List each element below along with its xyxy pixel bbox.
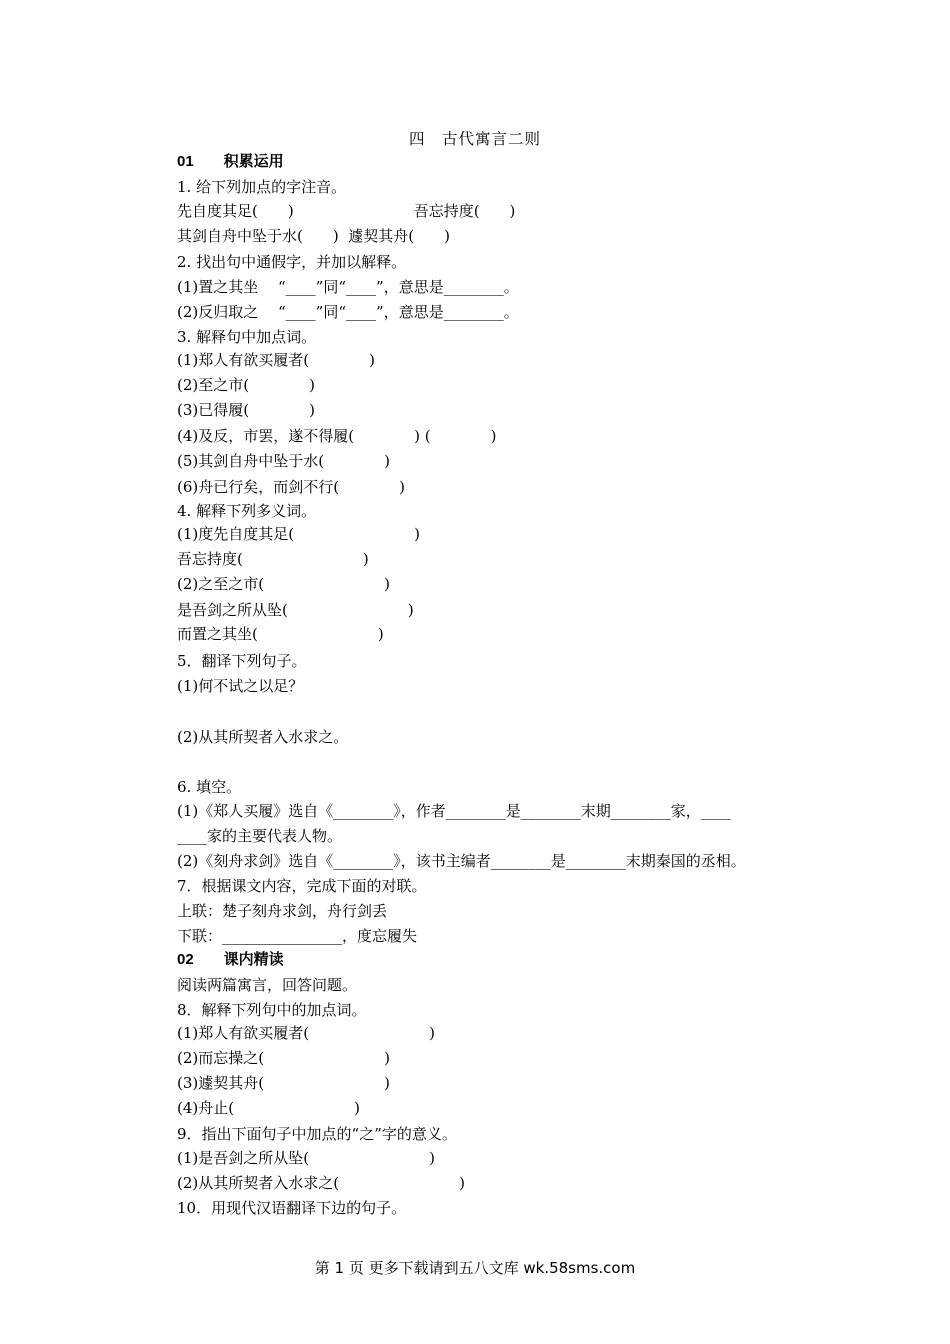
question-line: (2)之至之市( ) — [177, 575, 390, 593]
question-10: 10．用现代汉语翻译下边的句子。 — [177, 1199, 407, 1217]
question-line: (2)从其所契者入水求之( ) — [177, 1174, 465, 1192]
question-line: (1)是吾剑之所从坠( ) — [177, 1149, 435, 1167]
question-line: (3)已得履( ) — [177, 401, 315, 419]
question-line: (2)反归取之 “____”同“____”，意思是________。 — [177, 303, 519, 321]
question-line: (1)何不试之以足？ — [177, 677, 304, 695]
question-3: 3. 解释句中加点词。 — [177, 328, 317, 346]
question-line: (2)而忘操之( ) — [177, 1049, 390, 1067]
section-heading: 01 积累运用 — [177, 153, 284, 170]
question-line: 下联：________________，度忘履失 — [177, 927, 418, 945]
question-line: (5)其剑自舟中坠于水( ) — [177, 452, 390, 470]
question-line: (2)《刻舟求剑》选自《________》，该书主编者________是________末期秦国的丞相。 — [177, 852, 746, 870]
question-line: 是吾剑之所从坠( ) — [177, 601, 414, 619]
question-line: 其剑自舟中坠于水( ) 遽契其舟( ) — [177, 227, 450, 245]
question-line: 上联：楚子刻舟求剑，舟行剑丢 — [177, 902, 388, 920]
question-line: (1)度先自度其足( ) — [177, 525, 420, 543]
question-line: (2)至之市( ) — [177, 376, 315, 394]
question-line: (2)从其所契者入水求之。 — [177, 728, 349, 746]
question-line: 而置之其坐( ) — [177, 625, 384, 643]
question-line: (1)郑人有欲买履者( ) — [177, 1024, 435, 1042]
question-line: (1)《郑人买履》选自《________》，作者________是________末期________家，____ — [177, 802, 731, 820]
question-9: 9．指出下面句子中加点的“之”字的意义。 — [177, 1125, 457, 1143]
question-line: 吾忘持度( ) — [177, 550, 369, 568]
question-4: 4. 解释下列多义词。 — [177, 502, 317, 520]
page-title: 四 古代寓言二则 — [408, 130, 541, 148]
question-line: (4)舟止( ) — [177, 1099, 360, 1117]
question-line: ____家的主要代表人物。 — [177, 827, 343, 845]
instruction-line: 阅读两篇寓言，回答问题。 — [177, 976, 358, 994]
question-line: (4)及反，市罢，遂不得履( ) ( ) — [177, 427, 497, 445]
question-line: (1)郑人有欲买履者( ) — [177, 351, 375, 369]
section-heading: 02 课内精读 — [177, 951, 284, 968]
question-1: 1. 给下列加点的字注音。 — [177, 178, 347, 196]
page-footer: 第 1 页 更多下载请到五八文库 wk.58sms.com — [314, 1259, 636, 1277]
question-6: 6. 填空。 — [177, 778, 242, 796]
question-line: (6)舟已行矣，而剑不行( ) — [177, 478, 405, 496]
question-2: 2. 找出句中通假字，并加以解释。 — [177, 253, 407, 271]
question-5: 5．翻译下列句子。 — [177, 652, 307, 670]
question-7: 7．根据课文内容，完成下面的对联。 — [177, 877, 427, 895]
question-line: (1)置之其坐 “____”同“____”，意思是________。 — [177, 278, 519, 296]
question-8: 8．解释下列句中的加点词。 — [177, 1001, 367, 1019]
question-line: (3)遽契其舟( ) — [177, 1074, 390, 1092]
question-line: 先自度其足( ) 吾忘持度( ) — [177, 202, 516, 220]
